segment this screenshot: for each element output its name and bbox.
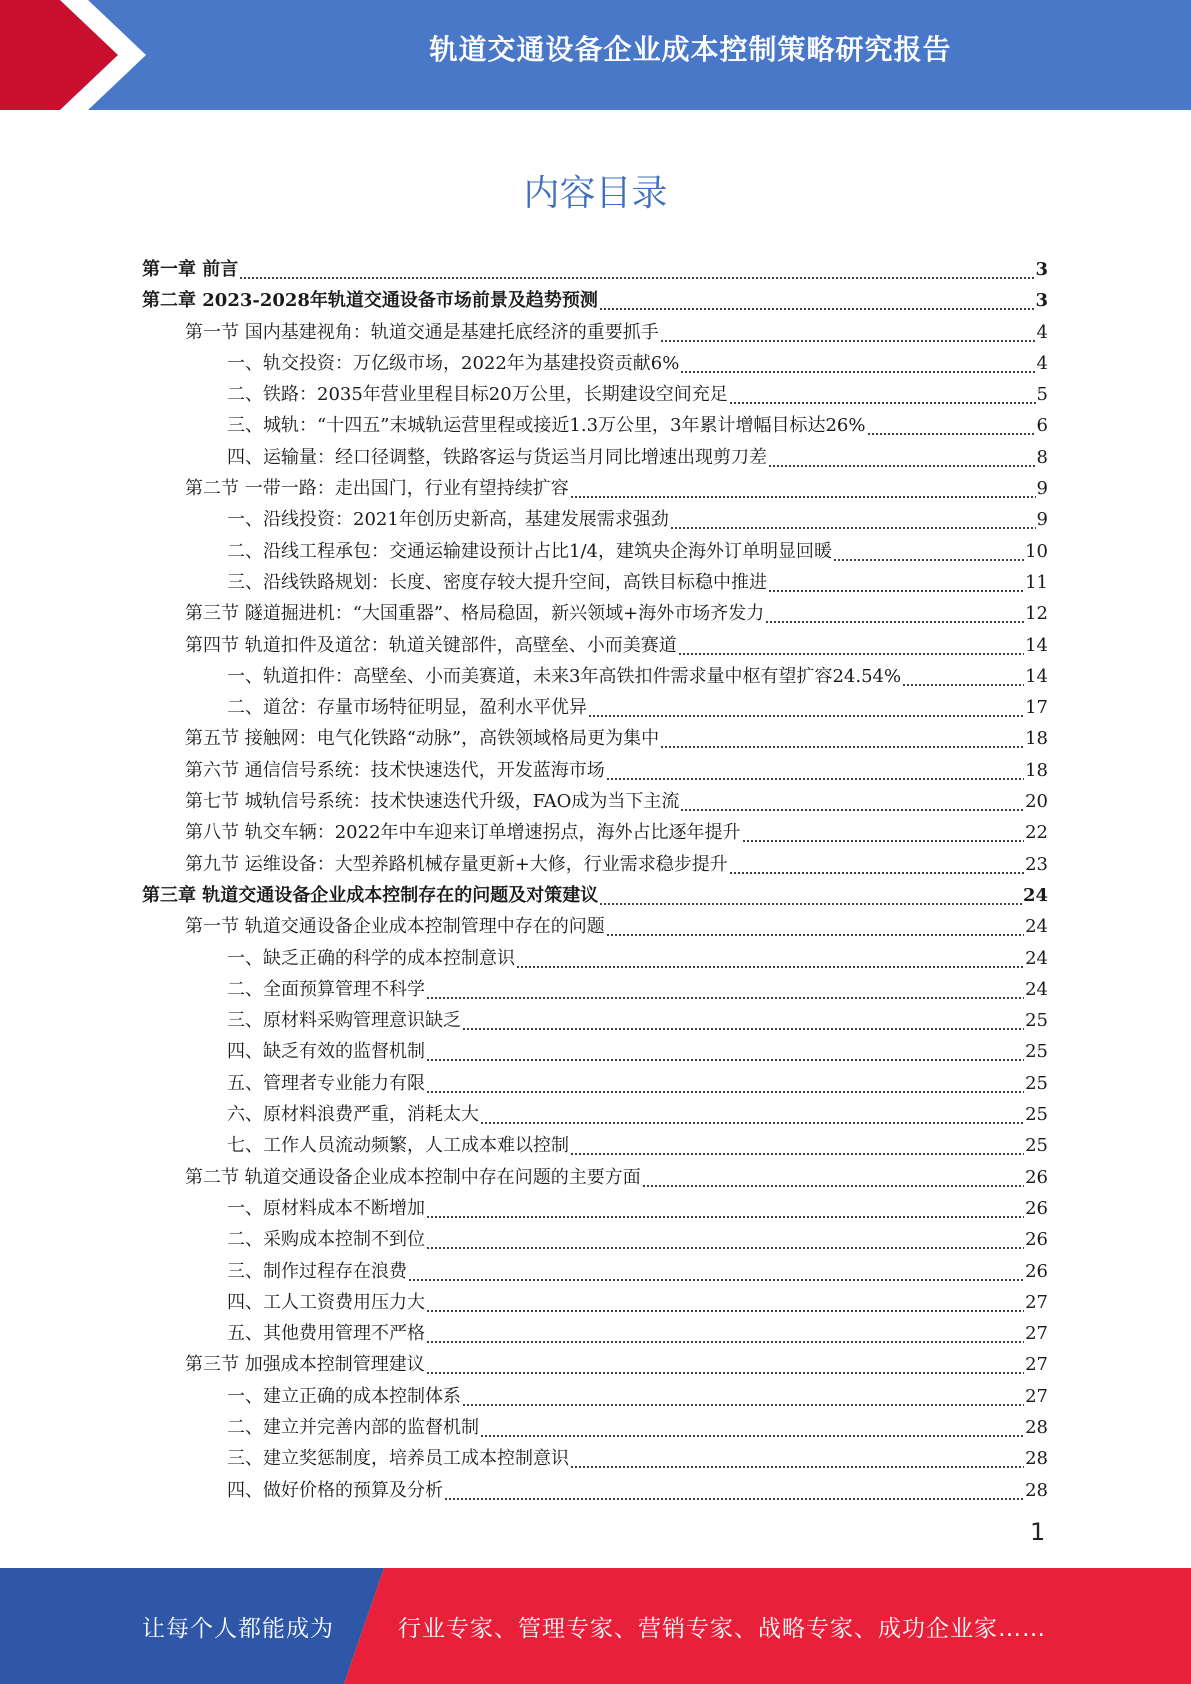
toc-entry-page: 18 — [1025, 759, 1048, 781]
toc-entry[interactable] — [142, 442, 1048, 473]
toc-entry-title: 第五节 接触网：电气化铁路“动脉”，高铁领域格局更为集中 — [185, 728, 660, 750]
toc-entry-page: 26 — [1025, 1197, 1048, 1219]
toc-entry[interactable] — [142, 692, 1048, 723]
toc-entry-title: 二、铁路：2035年营业里程目标20万公里，长期建设空间充足 — [227, 384, 728, 406]
dot-leader — [729, 379, 1036, 410]
toc-entry[interactable] — [142, 536, 1048, 567]
dot-leader — [660, 317, 1036, 348]
toc-entry[interactable] — [142, 1130, 1048, 1161]
toc-entry[interactable] — [142, 348, 1048, 379]
toc-entry-page: 25 — [1025, 1010, 1048, 1032]
toc-entry-page: 24 — [1025, 978, 1048, 1000]
toc-entry-title: 第一节 国内基建视角：轨道交通是基建托底经济的重要抓手 — [185, 321, 659, 343]
toc-entry-title: 二、全面预算管理不科学 — [227, 978, 425, 1000]
dot-leader — [462, 1005, 1024, 1036]
toc-entry[interactable] — [142, 755, 1048, 786]
toc-entry[interactable] — [142, 1318, 1048, 1349]
toc-entry[interactable] — [142, 598, 1048, 629]
toc-entry-page: 18 — [1025, 728, 1048, 750]
toc-entry-page: 26 — [1025, 1260, 1048, 1282]
toc-entry[interactable] — [142, 567, 1048, 598]
toc-entry[interactable] — [142, 1162, 1048, 1193]
footer-banner — [0, 1568, 1191, 1684]
toc-entry[interactable] — [142, 1224, 1048, 1255]
toc-entry-page: 27 — [1025, 1354, 1048, 1376]
toc-entry[interactable] — [142, 1349, 1048, 1380]
toc-entry-page: 23 — [1025, 853, 1048, 875]
dot-leader — [606, 755, 1024, 786]
toc-entry[interactable] — [142, 1193, 1048, 1224]
toc-entry-page: 28 — [1025, 1479, 1048, 1501]
toc-entry[interactable] — [142, 630, 1048, 661]
toc-entry-title: 五、其他费用管理不严格 — [227, 1323, 425, 1345]
toc-entry[interactable] — [142, 1381, 1048, 1412]
toc-entry-title: 第一节 轨道交通设备企业成本控制管理中存在的问题 — [185, 916, 605, 938]
footer-slogan-right: 行业专家、管理专家、营销专家、战略专家、成功企业家…… — [398, 1616, 1046, 1642]
toc-entry[interactable] — [142, 1412, 1048, 1443]
toc-entry[interactable] — [142, 410, 1048, 441]
dot-leader — [599, 880, 1022, 911]
toc-entry[interactable] — [142, 849, 1048, 880]
toc-entry-title: 一、建立正确的成本控制体系 — [227, 1385, 461, 1407]
toc-entry[interactable] — [142, 786, 1048, 817]
toc-entry-page: 26 — [1025, 1166, 1048, 1188]
dot-leader — [599, 285, 1035, 316]
toc-entry[interactable] — [142, 1287, 1048, 1318]
toc-entry[interactable] — [142, 1475, 1048, 1506]
toc-entry[interactable] — [142, 1005, 1048, 1036]
toc-entry-title: 二、建立并完善内部的监督机制 — [227, 1416, 479, 1438]
toc-entry-page: 24 — [1025, 947, 1048, 969]
dot-leader — [239, 254, 1034, 285]
toc-entry-title: 一、沿线投资：2021年创历史新高，基建发展需求强劲 — [227, 509, 669, 531]
toc-entry[interactable] — [142, 1256, 1048, 1287]
toc-entry[interactable] — [142, 911, 1048, 942]
toc-entry-page: 27 — [1025, 1291, 1048, 1313]
toc-entry[interactable] — [142, 254, 1048, 285]
dot-leader — [516, 943, 1024, 974]
toc-heading: 内容目录 — [523, 173, 668, 214]
toc-entry-page: 3 — [1035, 290, 1048, 312]
dot-leader — [765, 598, 1024, 629]
toc-entry-title: 第二节 轨道交通设备企业成本控制中存在问题的主要方面 — [185, 1166, 641, 1188]
dot-leader — [426, 1068, 1024, 1099]
toc-entry[interactable] — [142, 1099, 1048, 1130]
toc-entry-page: 28 — [1025, 1448, 1048, 1470]
dot-leader — [462, 1381, 1024, 1412]
toc-entry-title: 三、建立奖惩制度，培养员工成本控制意识 — [227, 1448, 569, 1470]
toc-entry-page: 24 — [1022, 884, 1048, 906]
toc-entry-page: 25 — [1025, 1041, 1048, 1063]
toc-entry-title: 一、缺乏正确的科学的成本控制意识 — [227, 947, 515, 969]
toc-entry[interactable] — [142, 317, 1048, 348]
toc-entry-title: 一、轨交投资：万亿级市场，2022年为基建投资贡献6% — [227, 352, 680, 374]
toc-entry-title: 第三章 轨道交通设备企业成本控制存在的问题及对策建议 — [142, 884, 599, 906]
toc-entry-title: 第一章 前言 — [142, 259, 239, 280]
dot-leader — [642, 1162, 1024, 1193]
toc-entry-title: 第二节 一带一路：走出国门，行业有望持续扩容 — [185, 478, 569, 500]
dot-leader — [768, 567, 1024, 598]
toc-entry-title: 三、沿线铁路规划：长度、密度存较大提升空间，高铁目标稳中推进 — [227, 571, 767, 593]
toc-entry[interactable] — [142, 473, 1048, 504]
document-title: 轨道交通设备企业成本控制策略研究报告 — [429, 33, 952, 66]
toc-entry-page: 14 — [1025, 634, 1048, 656]
table-of-contents — [142, 254, 1048, 1506]
toc-entry-title: 二、沿线工程承包：交通运输建设预计占比1/4，建筑央企海外订单明显回暖 — [227, 540, 832, 562]
toc-entry[interactable] — [142, 379, 1048, 410]
toc-entry-page: 9 — [1036, 509, 1048, 531]
dot-leader — [426, 1318, 1024, 1349]
toc-entry-title: 三、制作过程存在浪费 — [227, 1260, 407, 1282]
toc-entry-page: 4 — [1036, 321, 1048, 343]
toc-entry-page: 17 — [1025, 697, 1048, 719]
toc-entry-title: 第三节 加强成本控制管理建议 — [185, 1354, 425, 1376]
toc-entry-page: 12 — [1025, 603, 1048, 625]
toc-entry[interactable] — [142, 285, 1048, 316]
dot-leader — [588, 692, 1024, 723]
dot-leader — [729, 849, 1024, 880]
toc-entry[interactable] — [142, 1068, 1048, 1099]
dot-leader — [570, 1443, 1024, 1474]
toc-entry-page: 9 — [1036, 478, 1048, 500]
toc-entry-page: 4 — [1036, 352, 1048, 374]
dot-leader — [833, 536, 1024, 567]
toc-entry-page: 25 — [1025, 1072, 1048, 1094]
dot-leader — [606, 911, 1024, 942]
toc-entry-title: 四、工人工资费用压力大 — [227, 1291, 425, 1313]
dot-leader — [426, 1287, 1024, 1318]
toc-entry-page: 27 — [1025, 1385, 1048, 1407]
dot-leader — [678, 630, 1024, 661]
toc-entry-page: 22 — [1025, 822, 1048, 844]
dot-leader — [426, 1224, 1024, 1255]
dot-leader — [670, 504, 1036, 535]
toc-entry-title: 六、原材料浪费严重，消耗太大 — [227, 1104, 479, 1126]
toc-entry[interactable] — [142, 661, 1048, 692]
toc-entry-title: 三、城轨：“十四五”末城轨运营里程或接近1.3万公里，3年累计增幅目标达26% — [227, 415, 866, 437]
toc-entry[interactable] — [142, 880, 1048, 911]
toc-entry-page: 26 — [1025, 1229, 1048, 1251]
dot-leader — [408, 1256, 1024, 1287]
toc-entry-page: 14 — [1025, 665, 1048, 687]
toc-entry-page: 27 — [1025, 1323, 1048, 1345]
toc-entry[interactable] — [142, 817, 1048, 848]
toc-entry-title: 五、管理者专业能力有限 — [227, 1072, 425, 1094]
toc-entry-title: 第二章 2023-2028年轨道交通设备市场前景及趋势预测 — [142, 290, 598, 312]
header-bar — [0, 0, 1191, 110]
toc-entry-title: 第七节 城轨信号系统：技术快速迭代升级，FAO成为当下主流 — [185, 791, 680, 813]
dot-leader — [742, 817, 1025, 848]
dot-leader — [444, 1475, 1024, 1506]
dot-leader — [426, 974, 1024, 1005]
dot-leader — [426, 1036, 1024, 1067]
dot-leader — [680, 348, 1035, 379]
toc-entry-title: 一、原材料成本不断增加 — [227, 1197, 425, 1219]
toc-entry-title: 第三节 隧道掘进机：“大国重器”、格局稳固，新兴领域+海外市场齐发力 — [185, 603, 765, 625]
dot-leader — [680, 786, 1024, 817]
dot-leader — [426, 1193, 1024, 1224]
toc-entry-page: 11 — [1025, 571, 1048, 593]
footer-slogan-left: 让每个人都能成为 — [142, 1616, 334, 1642]
toc-entry-title: 三、原材料采购管理意识缺乏 — [227, 1010, 461, 1032]
toc-entry[interactable] — [142, 974, 1048, 1005]
dot-leader — [570, 473, 1036, 504]
toc-entry-title: 第八节 轨交车辆：2022年中车迎来订单增速拐点，海外占比逐年提升 — [185, 822, 741, 844]
toc-entry-page: 25 — [1025, 1104, 1048, 1126]
toc-entry-title: 第四节 轨道扣件及道岔：轨道关键部件，高壁垒、小而美赛道 — [185, 634, 677, 656]
toc-entry-page: 10 — [1025, 540, 1048, 562]
toc-entry[interactable] — [142, 504, 1048, 535]
dot-leader — [426, 1349, 1024, 1380]
toc-entry-title: 二、采购成本控制不到位 — [227, 1229, 425, 1251]
toc-entry-title: 一、轨道扣件：高壁垒、小而美赛道，未来3年高铁扣件需求量中枢有望扩容24.54% — [227, 665, 902, 687]
toc-entry-page: 3 — [1035, 259, 1048, 280]
dot-leader — [867, 410, 1036, 441]
dot-leader — [480, 1099, 1024, 1130]
toc-entry-page: 20 — [1025, 791, 1048, 813]
toc-entry[interactable] — [142, 943, 1048, 974]
toc-entry[interactable] — [142, 723, 1048, 754]
toc-entry-page: 25 — [1025, 1135, 1048, 1157]
toc-entry-title: 四、做好价格的预算及分析 — [227, 1479, 443, 1501]
dot-leader — [902, 661, 1024, 692]
toc-entry-title: 第六节 通信信号系统：技术快速迭代，开发蓝海市场 — [185, 759, 605, 781]
toc-entry-page: 28 — [1025, 1416, 1048, 1438]
toc-entry-page: 6 — [1036, 415, 1048, 437]
toc-entry-title: 四、缺乏有效的监督机制 — [227, 1041, 425, 1063]
dot-leader — [480, 1412, 1024, 1443]
dot-leader — [768, 442, 1036, 473]
dot-leader — [660, 723, 1024, 754]
toc-entry[interactable] — [142, 1036, 1048, 1067]
toc-entry-page: 5 — [1036, 384, 1048, 406]
toc-entry-page: 8 — [1036, 446, 1048, 468]
toc-entry-title: 七、工作人员流动频繁，人工成本难以控制 — [227, 1135, 569, 1157]
toc-entry-title: 二、道岔：存量市场特征明显，盈利水平优异 — [227, 697, 587, 719]
toc-entry-title: 第九节 运维设备：大型养路机械存量更新+大修，行业需求稳步提升 — [185, 853, 728, 875]
toc-entry[interactable] — [142, 1443, 1048, 1474]
page-number: 1 — [1030, 1518, 1046, 1546]
dot-leader — [570, 1130, 1024, 1161]
toc-entry-page: 24 — [1025, 916, 1048, 938]
toc-entry-title: 四、运输量：经口径调整，铁路客运与货运当月同比增速出现剪刀差 — [227, 446, 767, 468]
